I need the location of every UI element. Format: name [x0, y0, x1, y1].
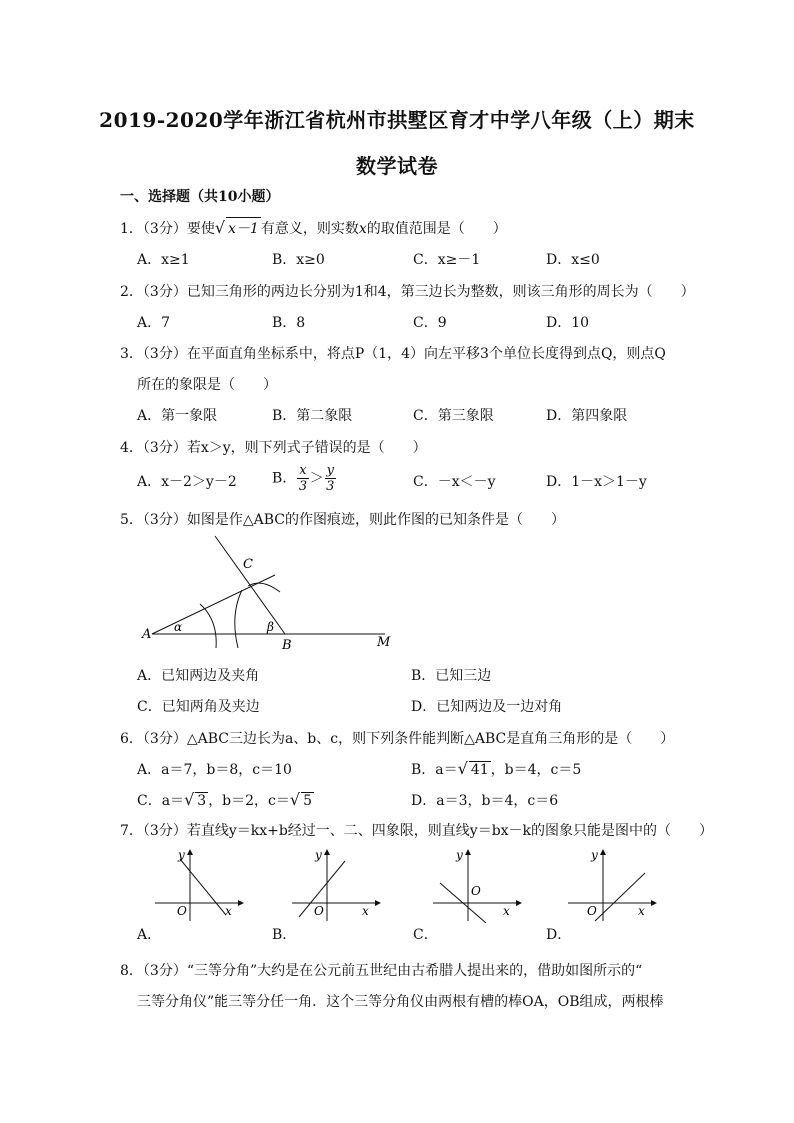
label-alpha: α	[174, 620, 183, 634]
question-2: 2．（3分）已知三角形的两边长分别为1和4，第三边长为整数，则该三角形的周长为（ ）	[120, 284, 695, 300]
q1-radicand: x－1	[226, 217, 261, 238]
svg-text:y: y	[456, 848, 463, 862]
q3-option-b: B．第二象限	[272, 408, 353, 424]
q4-b-den2: 3	[326, 479, 335, 494]
svg-text:O: O	[177, 904, 187, 918]
q4-option-c: C．－x＜－y	[413, 474, 496, 490]
exam-title-line1: 2019-2020学年浙江省杭州市拱墅区育才中学八年级（上）期末	[99, 108, 695, 132]
q6-option-d: D．a＝3，b＝4，c＝6	[411, 793, 559, 809]
arc-right	[235, 590, 242, 648]
q6-b-radicand: 41	[470, 762, 489, 778]
q6-option-b: B．a＝√ 41 ，b＝4，c＝5	[411, 759, 582, 778]
svg-text:O: O	[471, 884, 481, 898]
svg-text:y: y	[315, 848, 322, 862]
q6-c-radicand2: 5	[303, 793, 313, 809]
q4-b-num2: y	[326, 463, 334, 478]
exam-title-line2: 数学试卷	[356, 154, 438, 178]
q4-option-d: D．1－x＞1－y	[546, 474, 647, 490]
graph-line	[180, 859, 226, 915]
q1-post: 有意义，则实数	[260, 221, 359, 237]
q5-option-b: B．已知三边	[411, 668, 492, 684]
q6-option-a: A．a＝7，b＝8，c＝10	[137, 762, 292, 778]
q5-construction-figure	[130, 530, 410, 655]
q2-option-a: A．7	[137, 315, 171, 331]
q1-option-d: D．x≤0	[546, 252, 600, 268]
q7-graph-a	[150, 845, 250, 923]
q4-option-b	[272, 463, 337, 494]
q4-b-den1: 3	[298, 479, 308, 494]
svg-text:O: O	[587, 904, 597, 918]
q4-b-num1: x	[299, 463, 307, 478]
arc-top	[248, 583, 280, 592]
q7-graph-d	[563, 845, 663, 923]
label-b: B	[282, 638, 292, 653]
q5-option-c: C．已知两角及夹边	[137, 699, 260, 715]
q7-graph-b	[287, 845, 387, 923]
q1-option-c: C．x≥－1	[413, 252, 481, 268]
question-7: 7．（3分）若直线y＝kx+b经过一、二、四象限，则直线y＝bx－k的图象只能是图中的（ ）	[120, 823, 714, 839]
question-1: 1．（3分）要使√ x－1 有意义，则实数x的取值范围是（ ）	[120, 218, 507, 237]
q2-option-d: D．10	[546, 315, 590, 331]
q5-option-d: D．已知两边及一边对角	[411, 699, 563, 715]
q1-tail: 的取值范围是（ ）	[366, 221, 507, 237]
q5-option-a: A．已知两边及夹角	[137, 668, 260, 684]
q7-option-c: C．	[413, 927, 438, 943]
q3-option-c: C．第三象限	[413, 408, 494, 424]
section-heading: 一、选择题（共10小题）	[120, 189, 280, 205]
q6-option-c: C．a＝√ 3 ，b＝2，c＝√ 5	[137, 790, 313, 809]
svg-text:y: y	[178, 848, 185, 862]
q6-b-pre: B．a＝	[411, 762, 458, 778]
q4-b-op: ＞	[309, 470, 324, 487]
q3-option-a: A．第一象限	[137, 408, 218, 424]
question-3-line1: 3．（3分）在平面直角坐标系中，将点P（1，4）向左平移3个单位长度得到点Q，则点Q	[120, 346, 666, 362]
q2-option-b: B．8	[272, 315, 306, 331]
label-a: A	[142, 627, 152, 642]
q6-c-pre: C．a＝	[137, 793, 185, 809]
label-m: M	[377, 635, 391, 650]
svg-text:O: O	[314, 904, 324, 918]
q6-c-radicand1: 3	[197, 793, 207, 809]
q3-option-d: D．第四象限	[546, 408, 628, 424]
q6-c-mid: ，b＝2，c＝	[208, 793, 290, 809]
q7-graph-c	[428, 845, 528, 923]
question-8-line2: 三等分角仪”能三等分任一角．这个三等分角仪由两根有槽的棒OA，OB组成，两根棒	[137, 994, 664, 1010]
label-c: C	[243, 557, 253, 572]
q2-option-c: C．9	[413, 315, 447, 331]
question-8-line1: 8．（3分）“三等分角”大约是在公元前五世纪由古希腊人提出来的，借助如图所示的“	[120, 963, 643, 979]
svg-text:x: x	[225, 904, 232, 918]
q1-var: x	[358, 221, 367, 237]
arc-left	[200, 604, 216, 648]
q4-option-a: A．x－2＞y－2	[137, 474, 237, 490]
question-4: 4．（3分）若x＞y，则下列式子错误的是（ ）	[120, 440, 427, 456]
q1-option-a: A．x≥1	[137, 252, 190, 268]
svg-text:x: x	[503, 904, 510, 918]
svg-text:y: y	[591, 848, 598, 862]
q1-option-b: B．x≥0	[272, 252, 325, 268]
q7-option-d: D．	[546, 927, 572, 943]
question-6: 6．（3分）△ABC三边长为a、b、c，则下列条件能判断△ABC是直角三角形的是（ ）	[120, 731, 675, 747]
q4-b-label: B．	[272, 470, 297, 487]
label-beta: β	[267, 620, 274, 634]
q7-option-b: B．	[272, 927, 297, 943]
q6-b-post: ，b＝4，c＝5	[490, 762, 582, 778]
q7-option-a: A．	[137, 927, 162, 943]
question-3-line2: 所在的象限是（ ）	[137, 377, 277, 393]
svg-text:x: x	[362, 904, 369, 918]
question-5: 5．（3分）如图是作△ABC的作图痕迹，则此作图的已知条件是（ ）	[120, 512, 565, 528]
q1-pre: 1．（3分）要使	[120, 221, 215, 237]
svg-text:x: x	[638, 904, 645, 918]
